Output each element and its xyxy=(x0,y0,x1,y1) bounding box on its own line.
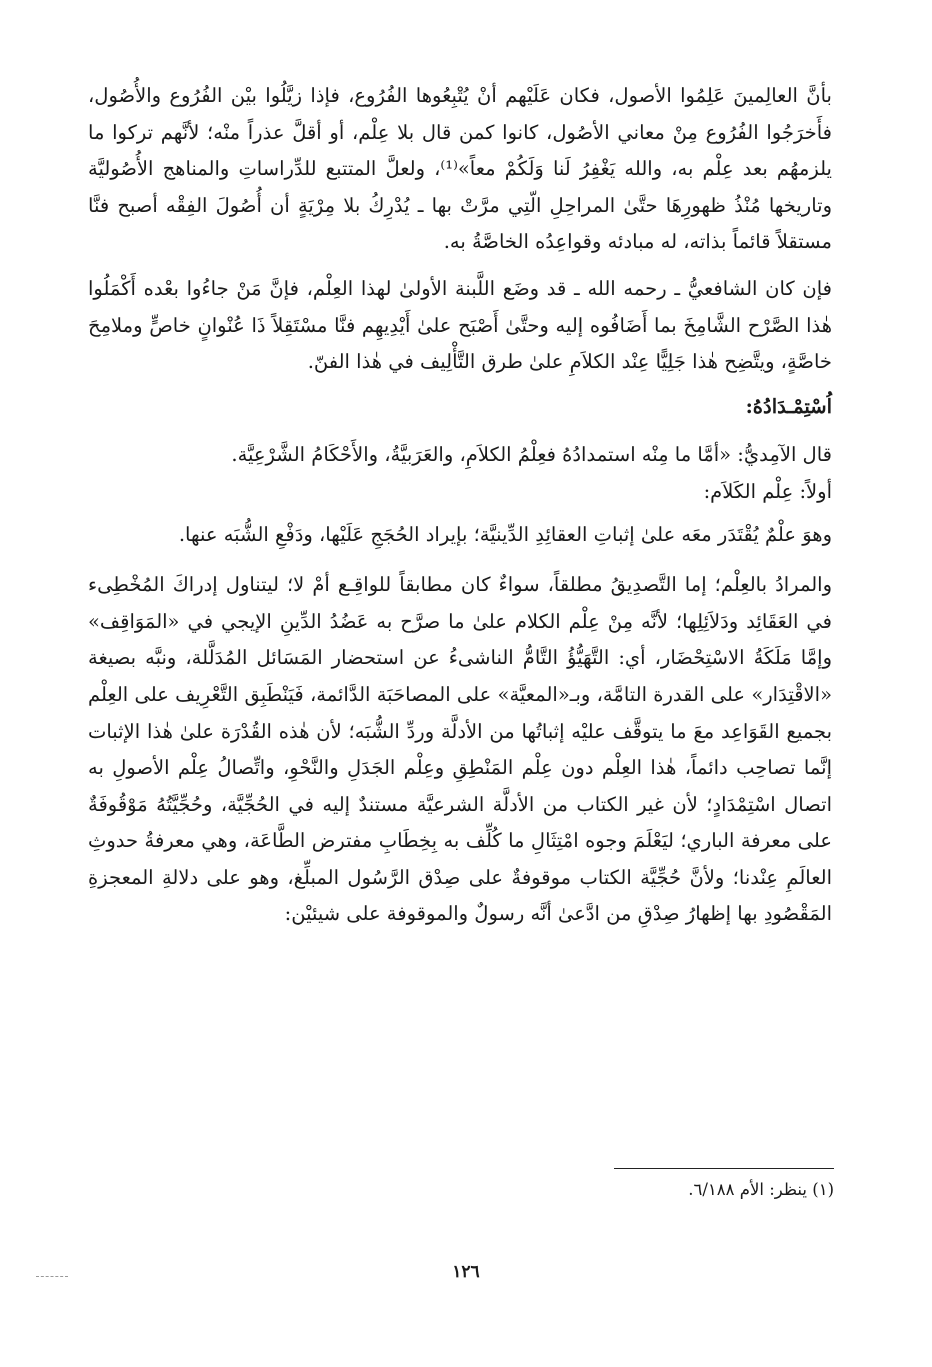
footnote: (١) ينظر: الأم ٦/١٨٨. xyxy=(688,1180,834,1199)
main-text xyxy=(88,78,832,933)
paragraph: وهوَ علْمٌ يُقْتَدَر معَه علىٰ إثباتِ العقائِدِ الدِّينيَّة؛ بإيراد الحُجَجِ عَلَيْها، ودَفْعِ الشُّبَه عنها. xyxy=(178,522,832,546)
quote-line: قال الآمِديُّ: «أمَّا ما مِنْه استمدادُهُ فعِلْمُ الكلاَمِ، والعَرَبيَّةُ، والأَحْكَامُ الشَّرْعِيَّة. xyxy=(231,443,832,467)
subsection-heading: أولاً: عِلْم الكَلاَم: xyxy=(703,479,832,503)
paragraph: والمرادُ بالعِلْم؛ إما التَّصدِيقُ مطلقاً، سواءٌ كان مطابقاً للواقِـع أمْ لا؛ ليتناول إدراكَ المُخْطِىء في العَقَائِد ودَلاَئِلِها؛ لأنَّه مِنْ عِلْم الكلام علىٰ ما صرَّح به عَضُدُ الدِّينِ الإيجي في «المَوَاقِف» وإمَّا مَلَكَةُ الاسْتِحْضَار، أي: التَّهَيُّؤُ التَّامُّ الناشىءُ عن استحضار المَسَائل المُدَلَّلة، ونبَّه بصيغة «الاقْتِدَار» على القدرة التامَّة، وبـ«المعيَّة» على المصاحَبَة الدَّائمة، فَيَنْطَبِق التَّعْرِيف على العِلْم بجميع القَوَاعِد معَ ما يتوقَّف عليْه إثباتُها من الأدلَّة وردِّ الشُّبَه؛ لأن هٰذه القُدْرَة علىٰ هٰذا الإثبات إنَّما تصاحِب دائماً، هٰذا العِلْم دون عِلْم المَنْطِقِ وعِلْم الجَدَلِ والنَّحْوِ، واتِّصالُ عِلْم الأصولِ به اتصال اسْتِمْدَادٍ؛ لأن غير الكتاب من الأدلَّة الشرعيَّة مستندٌ إليه في الحُجِّيَّة، وحُجِّيَّتُهُ مَوْقُوفَةٌ على معرفة الباري؛ ليَعْلَمَ وجوه امْتِثَالِ ما كُلِّف به بِخِطَابِ مفترض الطَّاعَة، وهي معرفةُ حدوثِ العالَمِ عِنْدنا؛ ولأنَّ حُجِّيَّة الكتاب موقوفةٌ على صِدْق الرَّسُول المبلِّغ، وهو على دلالةِ المعجزةِ المَقْصُودِ بها إظهارُ صِدْقِ من ادَّعىٰ أنَّه رسولٌ والموقوفة على شيئيْن: xyxy=(88,573,832,926)
paragraph: فإن كان الشافعيُّ ـ رحمه الله ـ قد وضَع اللَّبنة الأولىٰ لهذا العِلْم، فإنَّ مَنْ جاءُوا بعْده أَكْمَلُوا هٰذا الصَّرْح الشَّامِخَ بما أَضَافُوه إليه وحتَّىٰ أَصْبَح علىٰ أَيْدِيهِم فنَّا مسْتَقِلاً ذَا عُنْوانٍ خاصٍّ وملامِحَ خاصَّةٍ، ويتَّضِح هٰذا جَلِيًّا عِنْد الكلاَمِ علىٰ طرق التَّأْلِيف في هٰذا الفنّ. xyxy=(88,276,832,374)
scan-mark xyxy=(36,1276,68,1277)
page-number: ١٢٦ xyxy=(452,1262,480,1282)
footnote-separator xyxy=(614,1168,834,1169)
section-heading: اُسْتِمْـدَادُهُ: xyxy=(745,394,832,418)
paragraph: بأنَّ العالِمينَ عَلِمُوا الأصول، فكان عَلَيْهم أنْ يُتْبِعُوها الفُرُوع، فإذا زيَّلُوا بيْن الفُرُوع والأُصُول، فأَخرَجُوا الفُرُوع مِنْ معاني الأصُول، كانوا كمن قال بلا عِلْم، أو أقلَّ عذراً منْه؛ لأنَّهم تركوا ما يلزمهُم بعد عِلْم به، والله يَغْفِرُ لَنا وَلَكُمْ معاً»⁽¹⁾، ولعلَّ المتتبع للدِّراساتِ والمناهج الأُصُوليَّة وتاريخها مُنْذُ ظهورِهَا حتَّىٰ المراحِلِ الّتِي مرَّتْ بها ـ يُدْرِكُ بلا مِرْيَةٍ أن أُصُولَ الفِقْه أصبح فنَّا مستقلاً قائماً بذاته، له مبادئه وقواعِدُه الخاصَّةُ به. xyxy=(88,84,832,254)
